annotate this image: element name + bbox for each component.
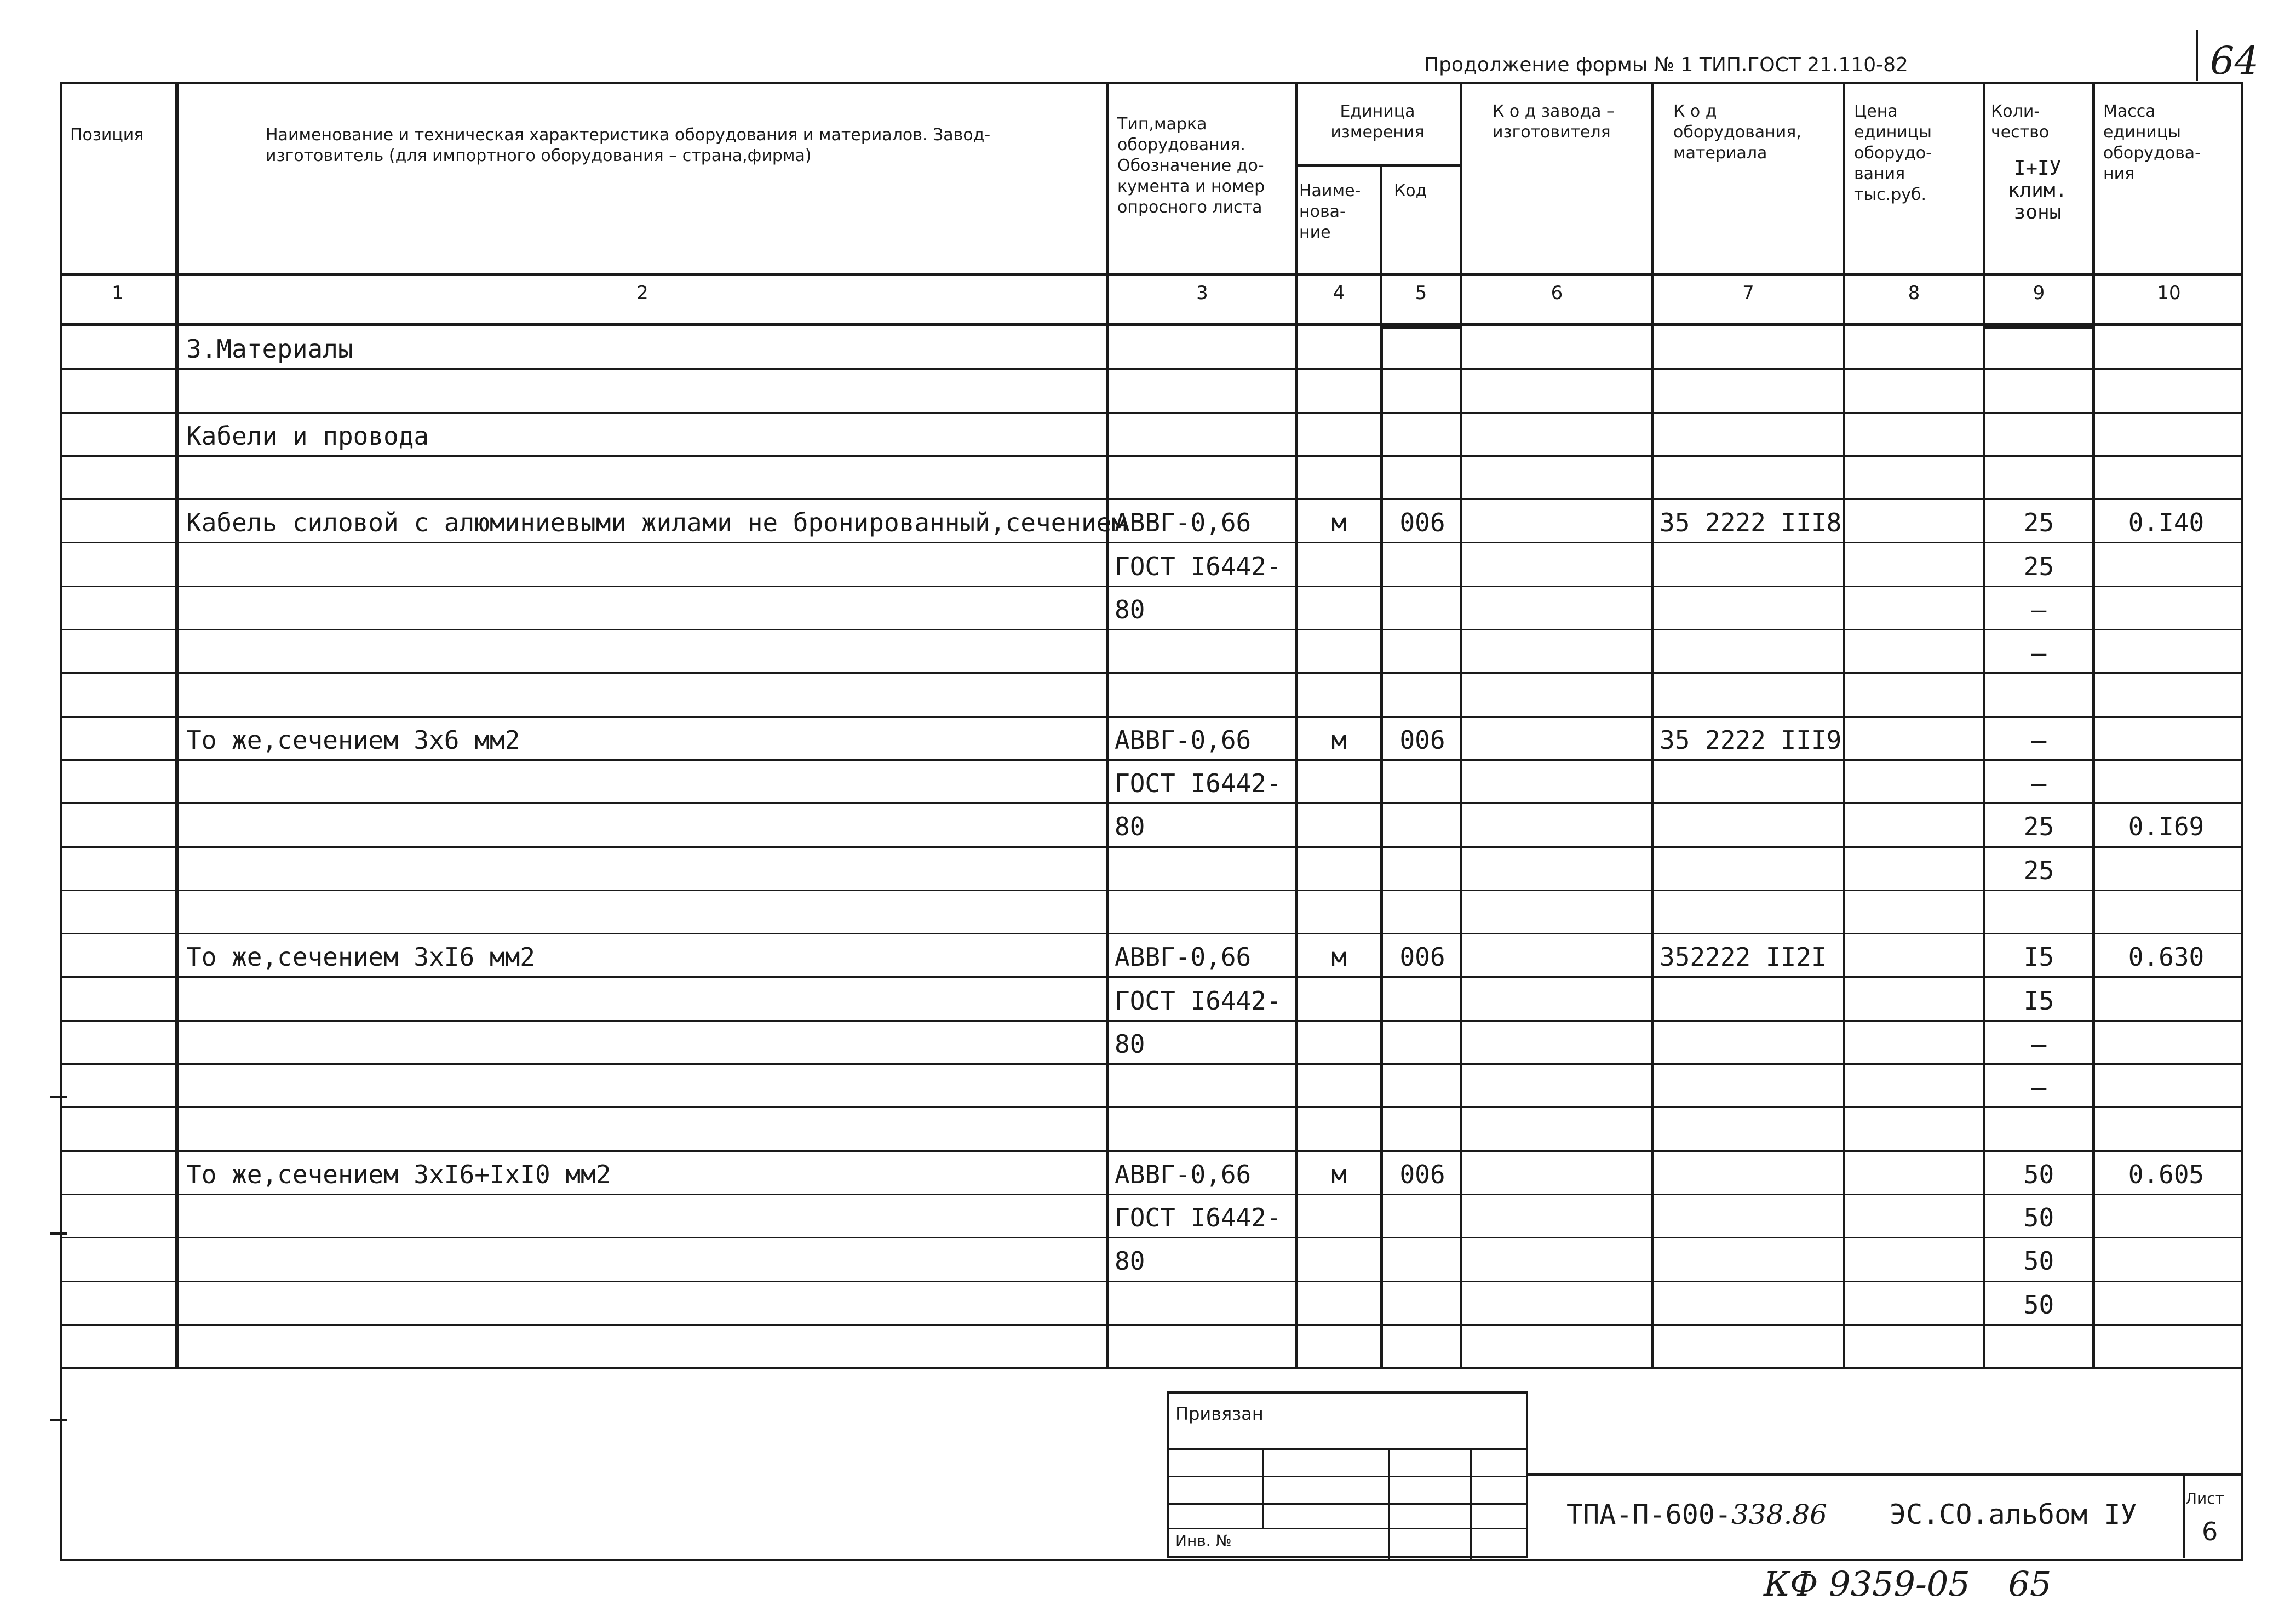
cell-material: 35 2222 III8 (1660, 508, 1842, 538)
table-row (60, 761, 2243, 804)
archive-stamp (1764, 1564, 2051, 1604)
colnum-4: 4 (1333, 282, 1345, 304)
cell-qty: 50 (2023, 1203, 2054, 1232)
cell-qty: I5 (2023, 985, 2054, 1016)
doc-code-handwritten: 338.86 (1731, 1499, 1827, 1530)
cell-type: 80 (1115, 812, 1145, 842)
cell-unit: м (1331, 942, 1347, 972)
cell-type: ГОСТ I6442- (1115, 551, 1282, 581)
page-number-top: 64 (2210, 38, 2259, 83)
sheet-label: Лист (2185, 1489, 2224, 1507)
table-row (60, 978, 2243, 1022)
cell-qty: 25 (2023, 812, 2054, 842)
cell-type: 80 (1115, 1246, 1145, 1276)
cell-type: 80 (1115, 594, 1145, 624)
cell-code: 006 (1399, 1159, 1445, 1189)
cell-qty: 50 (2023, 1159, 2054, 1189)
margin-tick-1 (50, 1096, 67, 1098)
header-price: Цена единицы оборудо-вания тыс.руб. (1854, 102, 1932, 204)
table-row (60, 326, 2243, 370)
margin-tick-2 (50, 1232, 67, 1235)
table-row (60, 544, 2243, 587)
table-row (60, 891, 2243, 934)
cell-name: Кабель силовой с алюминиевыми жилами не бронированный,сечением (186, 508, 1127, 538)
colnum-7: 7 (1742, 282, 1754, 304)
cell-material: 35 2222 III9 (1660, 725, 1842, 755)
col9-bold-box (1983, 326, 2095, 1369)
table-row (60, 1108, 2243, 1151)
header-unit-code: Код (1394, 181, 1427, 200)
colnum-10: 10 (2157, 282, 2181, 304)
cell-type: АВВГ-0,66 (1115, 508, 1252, 538)
cell-name: То же,сечением 3хI6 мм2 (186, 942, 535, 972)
table-row (60, 1238, 2243, 1282)
table-row (60, 457, 2243, 500)
cell-qty: 25 (2023, 508, 2054, 538)
colnum-1: 1 (112, 282, 124, 304)
cell-qty: 50 (2023, 1246, 2054, 1276)
table-row (60, 370, 2243, 413)
colnum-2: 2 (636, 282, 648, 304)
header-mass: Масса единицы оборудова-ния (2103, 102, 2201, 184)
colnum-3: 3 (1196, 282, 1208, 304)
cell-code: 006 (1399, 725, 1445, 755)
cell-type: 80 (1115, 1029, 1145, 1059)
header-material-code: К о д оборудования, материала (1673, 102, 1801, 163)
cell-mass: 0.I69 (2128, 812, 2205, 842)
cell-code: 006 (1399, 508, 1445, 538)
table-row (60, 1065, 2243, 1108)
table-row (60, 674, 2243, 717)
table-row (60, 1326, 2243, 1369)
privyazan-label: Привязан (1175, 1403, 1264, 1424)
table-row (60, 630, 2243, 674)
page-number-divider (2196, 30, 2198, 81)
table-row (60, 934, 2243, 978)
cell-material: 352222 II2I (1660, 942, 1827, 972)
cell-name: Кабели и провода (186, 421, 429, 451)
header-quantity-zone: I+IУ клим. зоны (2007, 157, 2068, 223)
cell-type: ГОСТ I6442- (1115, 769, 1282, 798)
table-row (60, 587, 2243, 630)
header-factory-code: К о д завода – изготовителя (1493, 102, 1615, 142)
table-row (60, 718, 2243, 761)
header-unit-name: Наиме-нова-ние (1299, 181, 1361, 242)
header-bottom-line (60, 273, 2243, 276)
cell-mass: 0.I40 (2128, 508, 2205, 538)
cell-type: АВВГ-0,66 (1115, 1159, 1252, 1189)
cell-type: АВВГ-0,66 (1115, 725, 1252, 755)
cell-unit: м (1331, 1159, 1347, 1189)
header-type: Тип,марка оборудования. Обозначение до-кумента и номер опросного листа (1117, 114, 1265, 217)
cell-mass: 0.630 (2128, 942, 2205, 972)
cell-qty: – (2031, 1029, 2047, 1059)
cell-qty: 25 (2023, 551, 2054, 581)
colnum-5: 5 (1415, 282, 1427, 304)
cell-type: АВВГ-0,66 (1115, 942, 1252, 972)
cell-qty: – (2031, 769, 2047, 798)
col5-bold-box (1380, 326, 1462, 1369)
form-continuation-title: Продолжение формы № 1 ТИП.ГОСТ 21.110-82 (1424, 54, 1908, 76)
cell-qty: – (2031, 1073, 2047, 1103)
cell-qty: 50 (2023, 1289, 2054, 1320)
colnum-8: 8 (1908, 282, 1920, 304)
cell-name: То же,сечением 3хI6+IхI0 мм2 (186, 1159, 611, 1189)
colnum-9: 9 (2033, 282, 2045, 304)
stamp-page: 65 (2008, 1564, 2052, 1604)
privyazan-block (1167, 1391, 1528, 1558)
cell-name: 3.Материалы (186, 334, 353, 364)
sheet-number: 6 (2202, 1517, 2218, 1546)
cell-name: То же,сечением 3х6 мм2 (186, 725, 520, 755)
cell-qty: 25 (2023, 855, 2054, 885)
doc-code-printed: ТПА-П-600- (1566, 1499, 1732, 1530)
header-quantity: Коли-чество (1991, 102, 2050, 142)
header-unit: Единица измерения (1330, 102, 1425, 142)
stamp-code: КФ 9359-05 (1764, 1564, 1970, 1604)
colnum-6: 6 (1551, 282, 1563, 304)
cell-qty: – (2031, 638, 2047, 668)
cell-unit: м (1331, 508, 1347, 538)
table-row (60, 1152, 2243, 1195)
doc-code (1566, 1499, 1827, 1530)
margin-tick-3 (50, 1419, 67, 1421)
table-row (60, 1022, 2243, 1065)
table-row (60, 848, 2243, 891)
cell-code: 006 (1399, 942, 1445, 972)
header-name: Наименование и техническая характеристика оборудования и материалов. Завод-изготовитель (для импортного оборудования – страна,фирма) (266, 125, 991, 165)
table-row (60, 1282, 2243, 1326)
table-row (60, 414, 2243, 457)
cell-type: ГОСТ I6442- (1115, 985, 1282, 1016)
table-row (60, 1195, 2243, 1238)
table-row (60, 500, 2243, 543)
cell-mass: 0.605 (2128, 1159, 2205, 1189)
unit-sub-line (1295, 164, 1462, 167)
cell-qty: I5 (2023, 942, 2054, 972)
table-row (60, 804, 2243, 847)
cell-unit: м (1331, 725, 1347, 755)
cell-qty: – (2031, 594, 2047, 624)
title-block (1528, 1473, 2243, 1561)
album-label: ЭС.СО.альбом IУ (1890, 1499, 2137, 1530)
cell-qty: – (2031, 725, 2047, 755)
header-position: Позиция (70, 125, 144, 145)
cell-type: ГОСТ I6442- (1115, 1203, 1282, 1232)
inv-label: Инв. № (1175, 1532, 1232, 1550)
